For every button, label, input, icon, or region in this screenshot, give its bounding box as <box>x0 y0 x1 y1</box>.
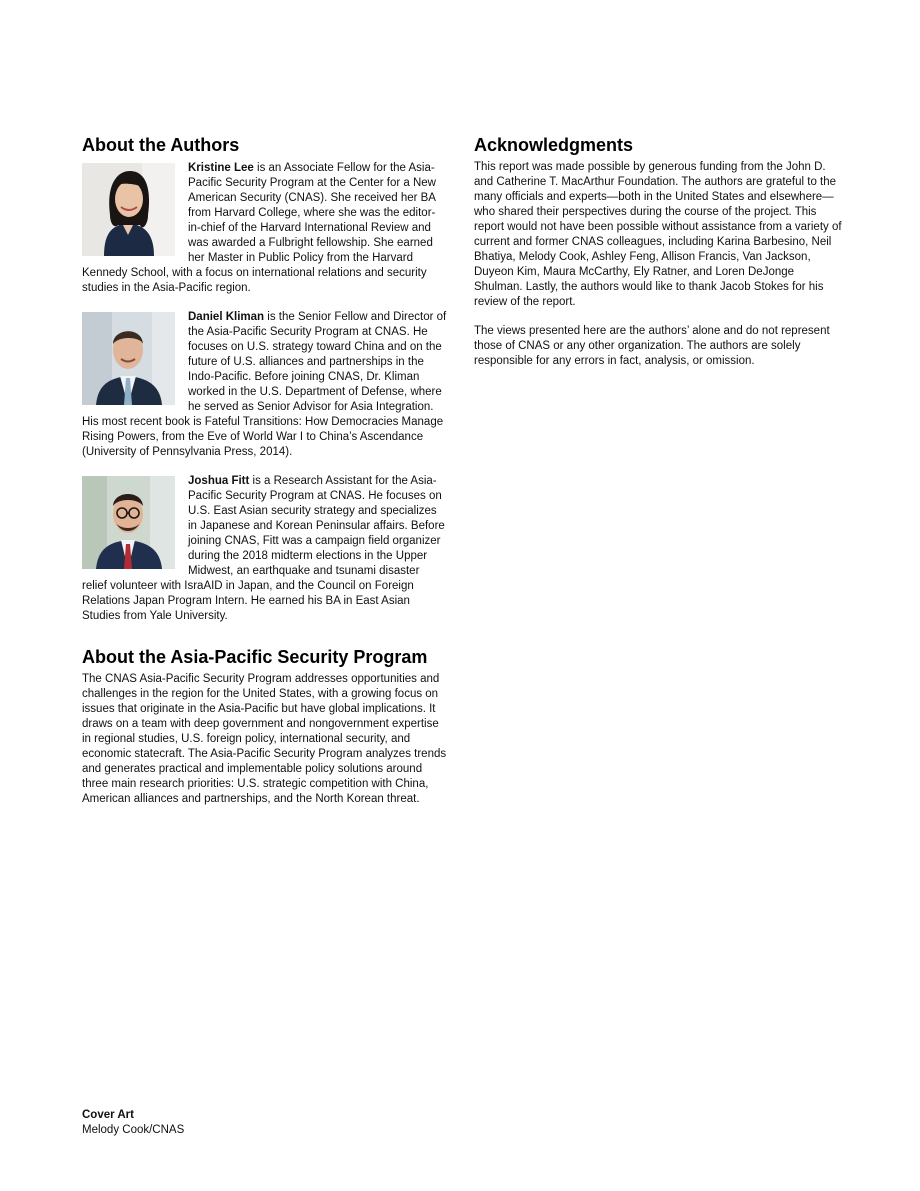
author-name-joshua-fitt: Joshua Fitt <box>188 475 250 487</box>
about-authors-heading: About the Authors <box>82 135 240 155</box>
author-bio-kristine-lee <box>82 161 447 296</box>
left-column <box>82 134 447 807</box>
author-name-daniel-kliman: Daniel Kliman <box>188 311 265 323</box>
author-bio-daniel-kliman <box>82 310 447 460</box>
cover-art-credit <box>82 1108 382 1138</box>
author-bio-joshua-fitt <box>82 474 447 624</box>
acknowledgments-paragraph-1: This report was made possible by generous funding from the John D. and Catherine T. MacArthur Foundation. The authors are grateful to the many officials and experts—both in the United States and elsewhere—who shared their perspectives during the course of the project. This report would not have been possible without assistance from a variety of current and former CNAS colleagues, including Karina Barbesino, Neil Bhatiya, Melody Cook, Ashley Feng, Allison Francis, Van Jackson, Duyeon Kim, Maura McCarthy, Ely Ratner, and Loren DeJonge Shulman. Lastly, the authors would like to thank Jacob Stokes for his review of the report. <box>474 161 842 308</box>
portrait-daniel-kliman-icon <box>82 312 175 405</box>
portrait-joshua-fitt-icon <box>82 476 175 569</box>
right-column <box>474 134 844 369</box>
acknowledgments-paragraph-2: The views presented here are the authors’ alone and do not represent those of CNAS or any other organization. The authors are solely responsible for any errors in fact, analysis, or omission. <box>474 325 830 367</box>
author-bio-text-joshua-fitt: is a Research Assistant for the Asia-Pacific Security Program at CNAS. He focuses on U.S. East Asian security strategy and specializes in Japanese and Korean Peninsular affairs. Before joining CNAS, Fitt was a campaign field organizer during the 2018 midterm elections in the Upper Midwest, an earthquake and tsunami disaster relief volunteer with IsraAID in Japan, and the Council on Foreign Relations Japan Program Intern. He earned his BA in East Asian Studies from Yale University. <box>82 475 445 622</box>
portrait-kristine-lee-icon <box>82 163 175 256</box>
about-program-body: The CNAS Asia-Pacific Security Program addresses opportunities and challenges in the region for the United States, with a growing focus on issues that originate in the Asia-Pacific but have global implications. It draws on a team with deep government and nongovernment expertise in regional studies, U.S. foreign policy, international security, and economic statecraft. The Asia-Pacific Security Program analyzes trends and generates practical and implementable policy solutions around three main research priorities: U.S. strategic competition with China, American alliances and partnerships, and the North Korean threat. <box>82 673 447 805</box>
acknowledgments-heading: Acknowledgments <box>474 135 634 155</box>
cover-art-credit-text: Melody Cook/CNAS <box>82 1124 185 1136</box>
author-bio-text-daniel-kliman: is the Senior Fellow and Director of the Asia-Pacific Security Program at CNAS. He focuses on U.S. strategy toward China and on the future of U.S. alliances and partnerships in the Indo-Pacific. Before joining CNAS, Dr. Kliman worked in the U.S. Department of Defense, where he served as Senior Advisor for Asia Integration. His most recent book is Fateful Transitions: How Democracies Manage Rising Powers, from the Eve of World War I to China’s Ascendance (University of Pennsylvania Press, 2014). <box>82 311 447 458</box>
cover-art-label: Cover Art <box>82 1109 134 1121</box>
author-name-kristine-lee: Kristine Lee <box>188 162 254 174</box>
author-bio-text-kristine-lee: is an Associate Fellow for the Asia-Pacific Security Program at the Center for a New American Security (CNAS). She received her BA from Harvard College, where she was the editor-in-chief of the Harvard International Review and was awarded a Fulbright fellowship. She earned her Master in Public Policy from the Harvard Kennedy School, with a focus on international relations and security studies in the Asia-Pacific region. <box>82 162 436 294</box>
about-program-heading: About the Asia-Pacific Security Program <box>82 647 428 667</box>
